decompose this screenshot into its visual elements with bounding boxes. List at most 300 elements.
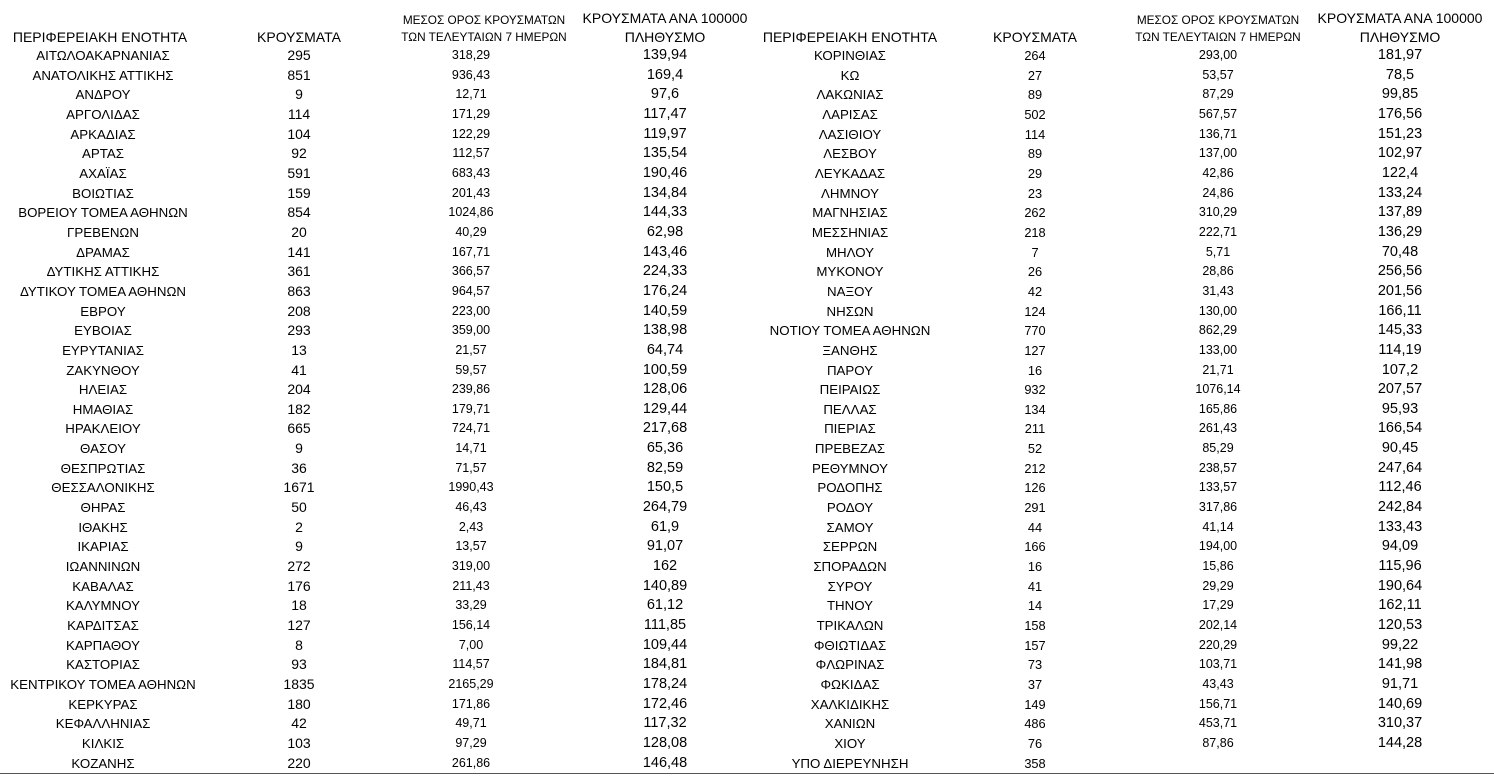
avg-7d-column-header-line1: ΜΕΣΟΣ ΟΡΟΣ ΚΡΟΥΣΜΑΤΩΝ — [402, 13, 566, 27]
cases-cell: 8 — [295, 636, 303, 653]
avg-7d-cell: 71,57 — [455, 460, 487, 475]
region-cell: ΛΕΣΒΟΥ — [823, 146, 877, 162]
per-100k-cell: 247,64 — [1377, 459, 1423, 476]
cases-cell: 9 — [295, 86, 303, 103]
region-cell: ΕΥΒΟΙΑΣ — [74, 323, 132, 339]
table-row — [750, 577, 1494, 597]
cases-cell: 291 — [1024, 500, 1046, 516]
region-cell: ΦΩΚΙΔΑΣ — [820, 677, 880, 692]
per-100k-cell: 65,36 — [646, 440, 684, 457]
region-cell: ΚΑΡΔΙΤΣΑΣ — [67, 618, 139, 634]
cases-cell: 208 — [287, 302, 311, 319]
region-cell: ΚΙΛΚΙΣ — [81, 735, 125, 751]
cases-cell: 127 — [1024, 342, 1046, 358]
cases-cell: 159 — [287, 184, 311, 201]
cases-cell: 851 — [287, 66, 311, 83]
table-row — [0, 66, 750, 86]
region-cell: ΠΕΙΡΑΙΩΣ — [819, 382, 881, 398]
table-row — [0, 636, 750, 656]
table-row — [0, 498, 750, 518]
table-row — [0, 184, 750, 204]
right-table-body — [750, 46, 1494, 773]
avg-7d-cell: 130,00 — [1198, 303, 1238, 318]
table-row — [750, 400, 1494, 420]
avg-7d-cell: 1024,86 — [448, 205, 494, 220]
table-row — [750, 164, 1494, 184]
avg-7d-cell: 87,86 — [1202, 735, 1234, 750]
per-100k-cell: 99,85 — [1381, 86, 1419, 103]
cases-cell: 264 — [1024, 48, 1046, 63]
region-cell: ΕΥΡΥΤΑΝΙΑΣ — [62, 342, 144, 358]
table-row — [750, 439, 1494, 459]
table-row — [0, 341, 750, 361]
avg-7d-cell: 156,71 — [1198, 696, 1238, 711]
region-cell: ΑΡΤΑΣ — [82, 146, 124, 162]
avg-7d-cell: 317,86 — [1198, 500, 1238, 515]
table-row — [750, 282, 1494, 302]
table-row — [750, 557, 1494, 577]
table-row — [750, 478, 1494, 498]
avg-7d-cell: 683,43 — [451, 165, 491, 180]
per-100k-cell: 151,23 — [1377, 125, 1423, 142]
cases-cell: 16 — [1027, 559, 1043, 575]
per-100k-cell: 145,33 — [1377, 322, 1423, 339]
avg-7d-cell: 24,86 — [1202, 185, 1234, 200]
table-row — [0, 675, 750, 695]
table-row — [0, 478, 750, 498]
region-cell: ΘΗΡΑΣ — [80, 500, 126, 516]
cases-cell: 218 — [1024, 224, 1046, 240]
table-row — [0, 302, 750, 322]
avg-7d-cell: 21,57 — [455, 342, 487, 357]
per-100k-column-header-line1: ΚΡΟΥΣΜΑΤΑ ΑΝΑ 100000 — [1317, 10, 1483, 26]
avg-7d-cell: 453,71 — [1198, 716, 1238, 731]
avg-7d-cell: 319,00 — [451, 559, 491, 574]
cases-cell: 149 — [1024, 696, 1046, 712]
per-100k-cell: 166,11 — [1378, 302, 1422, 319]
table-row — [0, 85, 750, 105]
cases-cell: 76 — [1027, 735, 1043, 751]
region-cell: ΡΕΘΥΜΝΟΥ — [812, 460, 888, 476]
cases-cell: 89 — [1027, 146, 1043, 162]
region-cell: ΚΕΝΤΡΙΚΟΥ ΤΟΜΕΑ ΑΘΗΝΩΝ — [10, 677, 196, 692]
avg-7d-cell: 202,14 — [1198, 618, 1238, 633]
cases-cell: 93 — [291, 656, 307, 673]
avg-7d-cell: 53,57 — [1202, 67, 1234, 82]
table-row — [0, 537, 750, 557]
region-cell: ΚΑΣΤΟΡΙΑΣ — [66, 657, 140, 673]
per-100k-cell: 97,6 — [650, 86, 680, 103]
region-cell: ΠΕΛΛΑΣ — [823, 401, 877, 417]
table-row — [0, 46, 750, 66]
avg-7d-cell: 40,29 — [455, 224, 487, 239]
table-row — [750, 596, 1494, 616]
per-100k-cell: 78,5 — [1385, 66, 1415, 83]
avg-7d-cell: 122,29 — [451, 126, 491, 141]
region-cell: ΛΑΚΩΝΙΑΣ — [816, 87, 884, 103]
cases-cell: 212 — [1024, 460, 1046, 476]
cases-cell: 932 — [1024, 382, 1046, 398]
cases-cell: 176 — [287, 577, 311, 594]
region-cell: ΑΝΑΤΟΛΙΚΗΣ ΑΤΤΙΚΗΣ — [32, 67, 174, 83]
region-cell: ΑΡΚΑΔΙΑΣ — [70, 126, 136, 142]
table-row — [750, 695, 1494, 715]
table-row — [750, 636, 1494, 656]
table-row — [750, 714, 1494, 734]
per-100k-cell: 64,74 — [646, 341, 684, 358]
region-cell: ΗΡΑΚΛΕΙΟΥ — [65, 421, 141, 437]
cases-cell: 180 — [287, 695, 311, 712]
cases-cell: 7 — [1031, 244, 1039, 260]
table-row — [750, 144, 1494, 164]
avg-7d-cell: 7,00 — [458, 637, 484, 652]
cases-cell: 42 — [291, 715, 307, 732]
table-row — [0, 262, 750, 282]
per-100k-cell: 140,69 — [1377, 695, 1423, 712]
region-cell: ΔΥΤΙΚΗΣ ΑΤΤΙΚΗΣ — [46, 264, 160, 280]
cases-cell: 358 — [1024, 755, 1046, 771]
per-100k-cell: 181,97 — [1377, 47, 1423, 63]
region-cell: ΖΑΚΥΝΘΟΥ — [66, 362, 140, 378]
cases-cell: 42 — [1027, 283, 1043, 299]
cases-cell: 41 — [1027, 578, 1043, 594]
per-100k-cell: 162,11 — [1378, 597, 1422, 614]
per-100k-cell: 90,45 — [1381, 440, 1419, 457]
cases-cell: 124 — [1024, 303, 1046, 319]
cases-cell: 157 — [1024, 637, 1046, 653]
avg-7d-cell: 41,14 — [1202, 519, 1234, 534]
per-100k-cell: 136,29 — [1377, 223, 1423, 240]
region-cell: ΚΑΡΠΑΘΟΥ — [66, 637, 140, 653]
avg-7d-cell: 222,71 — [1198, 224, 1238, 239]
cases-cell: 293 — [287, 322, 311, 339]
avg-7d-cell: 12,71 — [455, 87, 487, 102]
region-cell: ΛΗΜΝΟΥ — [821, 185, 879, 201]
per-100k-cell: 70,48 — [1381, 243, 1419, 260]
avg-7d-cell: 133,00 — [1198, 342, 1238, 357]
per-100k-cell: 61,9 — [650, 518, 680, 535]
avg-7d-cell: 211,43 — [452, 578, 490, 593]
per-100k-cell: 134,84 — [642, 184, 688, 201]
per-100k-cell: 242,84 — [1377, 499, 1423, 516]
region-cell: ΚΑΛΥΜΝΟΥ — [66, 598, 140, 614]
cases-cell: 591 — [287, 164, 311, 181]
avg-7d-cell: 1076,14 — [1195, 382, 1241, 397]
per-100k-cell: 120,53 — [1377, 617, 1423, 634]
region-cell: ΔΥΤΙΚΟΥ ΤΟΜΕΑ ΑΘΗΝΩΝ — [20, 283, 186, 299]
per-100k-column-header-line1: ΚΡΟΥΣΜΑΤΑ ΑΝΑ 100000 — [582, 10, 748, 26]
region-cell: ΘΕΣΠΡΩΤΙΑΣ — [60, 460, 146, 476]
avg-7d-cell: 15,86 — [1202, 559, 1234, 574]
avg-7d-cell: 103,71 — [1198, 657, 1238, 672]
avg-7d-cell: 5,71 — [1205, 244, 1231, 259]
cases-column-header: ΚΡΟΥΣΜΑΤΑ — [993, 29, 1077, 45]
avg-7d-cell: 28,86 — [1202, 264, 1234, 279]
avg-7d-cell: 46,43 — [455, 500, 487, 515]
region-cell: ΒΟΙΩΤΙΑΣ — [72, 185, 134, 201]
table-row — [750, 459, 1494, 479]
table-row — [0, 754, 750, 774]
right-table — [750, 0, 1494, 777]
per-100k-cell: 176,56 — [1377, 105, 1423, 122]
avg-7d-cell: 97,29 — [455, 735, 487, 750]
per-100k-cell: 143,46 — [642, 243, 688, 260]
per-100k-cell: 109,44 — [642, 636, 688, 653]
per-100k-cell: 141,98 — [1377, 656, 1423, 673]
avg-7d-cell: 1990,43 — [448, 480, 494, 495]
cases-cell: 127 — [287, 617, 311, 634]
cases-cell: 211 — [1024, 421, 1046, 437]
avg-7d-cell: 862,29 — [1198, 323, 1238, 338]
table-row — [750, 734, 1494, 754]
region-cell: ΜΥΚΟΝΟΥ — [816, 264, 884, 280]
table-row — [750, 616, 1494, 636]
table-row — [0, 459, 750, 479]
cases-cell: 665 — [287, 420, 311, 437]
avg-7d-cell: 293,00 — [1198, 48, 1238, 62]
avg-7d-cell: 17,29 — [1202, 598, 1234, 613]
table-row — [750, 675, 1494, 695]
region-cell: ΦΘΙΩΤΙΔΑΣ — [813, 637, 887, 653]
region-cell: ΑΧΑΪΑΣ — [79, 165, 127, 181]
region-cell: ΗΜΑΘΙΑΣ — [72, 401, 134, 417]
per-100k-cell: 133,24 — [1377, 184, 1423, 201]
table-row — [0, 518, 750, 538]
table-row — [750, 262, 1494, 282]
region-cell: ΥΠΟ ΔΙΕΡΕΥΝΗΣΗ — [791, 755, 909, 771]
table-row — [0, 282, 750, 302]
avg-7d-cell: 567,57 — [1198, 106, 1238, 121]
table-row — [750, 754, 1494, 774]
table-row — [750, 105, 1494, 125]
avg-7d-cell: 87,29 — [1202, 87, 1234, 102]
cases-cell: 863 — [287, 282, 311, 299]
per-100k-cell: 99,22 — [1381, 636, 1419, 653]
table-row — [0, 734, 750, 754]
region-cell: ΙΚΑΡΙΑΣ — [77, 539, 129, 555]
avg-7d-cell: 366,57 — [451, 264, 491, 279]
avg-7d-cell: 167,71 — [451, 244, 491, 259]
avg-7d-cell: 220,29 — [1198, 637, 1238, 652]
avg-7d-cell: 238,57 — [1198, 460, 1238, 475]
per-100k-cell: 178,24 — [642, 676, 688, 692]
region-cell: ΕΒΡΟΥ — [80, 303, 126, 319]
per-100k-cell: 62,98 — [646, 223, 684, 240]
region-cell: ΘΕΣΣΑΛΟΝΙΚΗΣ — [51, 480, 155, 496]
avg-7d-cell: 33,29 — [455, 598, 487, 613]
cases-cell: 37 — [1027, 677, 1043, 692]
table-row — [750, 46, 1494, 66]
cases-cell: 486 — [1024, 716, 1046, 732]
cases-cell: 89 — [1027, 87, 1043, 103]
cases-cell: 182 — [287, 400, 311, 417]
region-cell: ΣΕΡΡΩΝ — [822, 539, 878, 555]
per-100k-cell: 119,97 — [643, 125, 687, 142]
per-100k-cell: 201,56 — [1377, 282, 1423, 299]
region-cell: ΗΛΕΙΑΣ — [78, 382, 128, 398]
avg-7d-cell: 13,57 — [455, 539, 487, 554]
region-cell: ΛΑΡΙΣΑΣ — [822, 106, 878, 122]
region-column-header: ΠΕΡΙΦΕΡΕΙΑΚΗ ΕΝΟΤΗΤΑ — [12, 29, 188, 45]
region-cell: ΣΠΟΡΑΔΩΝ — [813, 559, 887, 575]
avg-7d-cell: 964,57 — [451, 283, 491, 298]
cases-cell: 770 — [1024, 323, 1046, 339]
cases-cell: 23 — [1027, 185, 1043, 201]
region-cell: ΝΑΞΟΥ — [827, 283, 873, 299]
region-cell: ΝΗΣΩΝ — [826, 303, 874, 319]
table-row — [750, 655, 1494, 675]
avg-7d-cell: 165,86 — [1198, 401, 1238, 416]
avg-7d-cell: 133,57 — [1198, 480, 1238, 495]
table-row — [0, 105, 750, 125]
cases-cell: 2 — [295, 518, 303, 535]
per-100k-cell: 169,4 — [646, 66, 684, 83]
cases-cell: 114 — [287, 105, 311, 122]
region-cell: ΓΡΕΒΕΝΩΝ — [67, 224, 139, 240]
cases-cell: 103 — [287, 734, 311, 751]
table-row — [0, 321, 750, 341]
per-100k-cell: 94,09 — [1381, 538, 1419, 555]
table-row — [750, 321, 1494, 341]
cases-cell: 13 — [291, 341, 307, 358]
cases-cell: 104 — [287, 125, 311, 142]
avg-7d-cell: 29,29 — [1202, 578, 1234, 593]
per-100k-cell: 95,93 — [1381, 400, 1419, 417]
per-100k-cell: 107,2 — [1381, 361, 1419, 378]
avg-7d-cell: 194,00 — [1198, 539, 1238, 554]
cases-cell: 126 — [1024, 480, 1046, 496]
cases-cell: 92 — [291, 145, 307, 162]
avg-7d-cell: 21,71 — [1202, 362, 1234, 377]
region-cell: ΤΡΙΚΑΛΩΝ — [816, 618, 884, 634]
cases-cell: 20 — [291, 223, 307, 240]
table-row — [0, 164, 750, 184]
region-cell: ΠΙΕΡΙΑΣ — [824, 421, 876, 437]
cases-cell: 204 — [287, 381, 311, 398]
per-100k-column-header-line2: ΠΛΗΘΥΣΜΟ — [1359, 29, 1441, 45]
cases-cell: 27 — [1027, 67, 1043, 83]
table-row — [0, 616, 750, 636]
avg-7d-cell: 2165,29 — [448, 677, 494, 691]
avg-7d-cell: 310,29 — [1198, 205, 1238, 220]
cases-cell: 166 — [1024, 539, 1046, 555]
per-100k-cell: 82,59 — [646, 459, 684, 476]
per-100k-cell: 61,12 — [646, 597, 684, 614]
avg-7d-cell: 171,29 — [451, 106, 491, 121]
table-row — [750, 498, 1494, 518]
table-row — [750, 380, 1494, 400]
region-cell: ΠΑΡΟΥ — [826, 362, 874, 378]
table-row — [0, 400, 750, 420]
per-100k-cell: 128,06 — [642, 381, 688, 398]
per-100k-cell: 117,47 — [643, 105, 687, 122]
table-row — [0, 223, 750, 243]
per-100k-cell: 138,98 — [642, 322, 688, 339]
cases-cell: 272 — [287, 558, 311, 575]
table-row — [0, 243, 750, 263]
region-cell: ΜΑΓΝΗΣΙΑΣ — [812, 205, 888, 221]
per-100k-cell: 144,33 — [642, 204, 688, 221]
table-row — [0, 557, 750, 577]
per-100k-cell: 264,79 — [642, 499, 688, 516]
cases-cell: 262 — [1024, 205, 1046, 221]
per-100k-cell: 207,57 — [1377, 381, 1423, 398]
avg-7d-column-header-line2: ΤΩΝ ΤΕΛΕΥΤΑΙΩΝ 7 ΗΜΕΡΩΝ — [1135, 30, 1301, 44]
region-cell: ΤΗΝΟΥ — [826, 598, 874, 614]
per-100k-cell: 310,37 — [1377, 715, 1423, 732]
table-row — [750, 537, 1494, 557]
avg-7d-cell: 136,71 — [1198, 126, 1238, 141]
avg-7d-cell: 724,71 — [451, 421, 491, 436]
left-table-body — [0, 46, 750, 773]
table-row — [750, 125, 1494, 145]
avg-7d-cell: 2,43 — [458, 519, 484, 534]
region-cell: ΔΡΑΜΑΣ — [76, 244, 130, 260]
region-cell: ΚΟΡΙΝΘΙΑΣ — [813, 48, 887, 63]
table-row — [0, 419, 750, 439]
region-cell: ΚΕΦΑΛΛΗΝΙΑΣ — [55, 716, 151, 732]
per-100k-cell: 139,94 — [642, 47, 688, 63]
cases-cell: 158 — [1024, 618, 1046, 634]
cases-cell: 134 — [1024, 401, 1046, 417]
per-100k-cell: 184,81 — [642, 656, 688, 673]
region-cell: ΙΩΑΝΝΙΝΩΝ — [65, 559, 141, 575]
region-cell: ΜΕΣΣΗΝΙΑΣ — [811, 224, 889, 240]
per-100k-cell: 162 — [652, 558, 678, 575]
region-cell: ΜΗΛΟΥ — [825, 244, 875, 260]
cases-cell: 14 — [1027, 598, 1043, 614]
table-row — [0, 695, 750, 715]
per-100k-column-header-line2: ΠΛΗΘΥΣΜΟ — [624, 29, 706, 45]
avg-7d-cell: 114,57 — [452, 657, 490, 672]
region-cell: ΛΕΥΚΑΔΑΣ — [814, 165, 886, 181]
table-row — [0, 125, 750, 145]
avg-7d-cell: 239,86 — [451, 382, 491, 397]
per-100k-cell: 166,54 — [1377, 420, 1423, 437]
per-100k-cell: 224,33 — [642, 263, 688, 280]
table-row — [750, 361, 1494, 381]
per-100k-cell: 91,07 — [646, 538, 684, 555]
avg-7d-cell: 201,43 — [451, 185, 491, 200]
avg-7d-cell: 223,00 — [451, 303, 491, 318]
region-cell: ΛΑΣΙΘΙΟΥ — [818, 126, 882, 142]
region-cell: ΑΙΤΩΛΟΑΚΑΡΝΑΝΙΑΣ — [36, 48, 170, 63]
table-row — [0, 361, 750, 381]
region-cell: ΣΥΡΟΥ — [827, 578, 873, 594]
region-cell: ΞΑΝΘΗΣ — [822, 342, 878, 358]
table-row — [750, 419, 1494, 439]
cases-cell: 141 — [287, 243, 311, 260]
cases-cell: 41 — [291, 361, 307, 378]
table-row — [0, 439, 750, 459]
region-cell: ΚΩ — [840, 67, 860, 83]
cases-cell: 9 — [295, 538, 303, 555]
cases-cell: 16 — [1027, 362, 1043, 378]
cases-cell: 52 — [1027, 441, 1043, 457]
table-row — [750, 184, 1494, 204]
cases-cell: 36 — [291, 459, 307, 476]
region-cell: ΝΟΤΙΟΥ ΤΟΜΕΑ ΑΘΗΝΩΝ — [769, 323, 931, 339]
table-row — [0, 714, 750, 734]
table-row — [0, 380, 750, 400]
per-100k-cell: 176,24 — [642, 282, 688, 299]
table-row — [0, 203, 750, 223]
per-100k-cell: 140,59 — [642, 302, 688, 319]
table-row — [750, 302, 1494, 322]
region-cell: ΦΛΩΡΙΝΑΣ — [815, 657, 885, 673]
table-row — [750, 203, 1494, 223]
region-cell: ΡΟΔΟΠΗΣ — [817, 480, 883, 496]
